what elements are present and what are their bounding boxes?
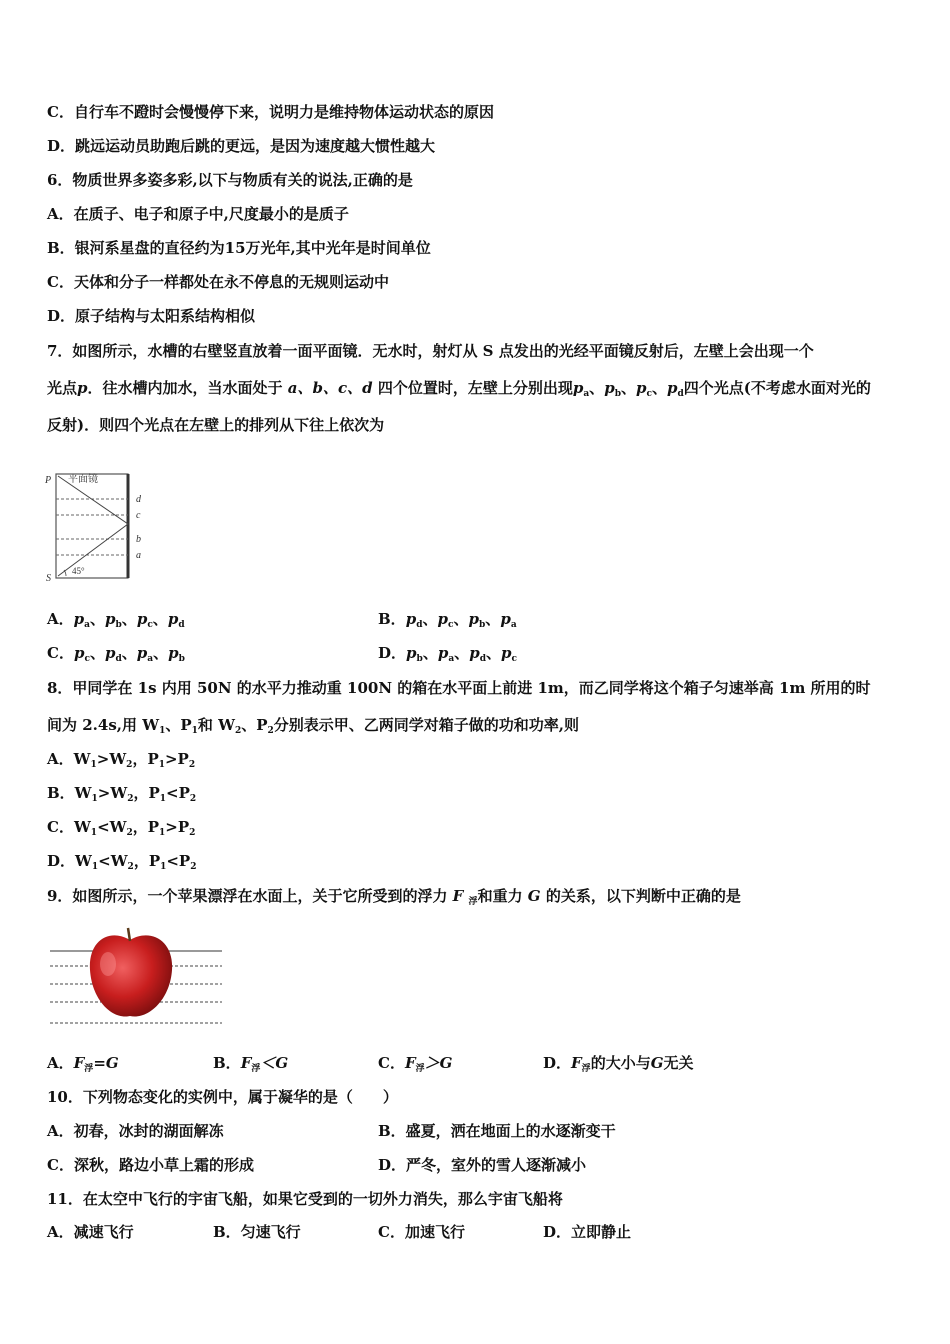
question-11: 11．在太空中飞行的宇宙飞船，如果它受到的一切外力消失，那么宇宙飞船将 [47, 1190, 563, 1208]
option-7d[interactable]: D．$p_b$、$p_a$、$p_d$、$p_c$ [378, 644, 517, 664]
option-5c: C．自行车不蹬时会慢慢停下来，说明力是维持物体运动状态的原因 [47, 103, 494, 121]
option-10a[interactable]: A．初春，冰封的湖面解冻 [47, 1122, 224, 1140]
option-9d[interactable]: D．$F_浮$的大小与G无关 [543, 1054, 694, 1074]
label-a: a [136, 550, 141, 561]
option-6d: D．原子结构与太阳系结构相似 [47, 307, 256, 325]
question-10: 10．下列物态变化的实例中，属于凝华的是（ ） [47, 1088, 398, 1106]
option-10d[interactable]: D．严冬，室外的雪人逐渐减小 [378, 1156, 587, 1174]
question-9: 9．如图所示，一个苹果漂浮在水面上，关于它所受到的浮力 F $_浮$和重力 G 的关系，以下判断中正确的是 [47, 887, 741, 907]
tank-outline [56, 474, 128, 578]
option-6c: C．天体和分子一样都处在永不停息的无规则运动中 [47, 273, 389, 291]
option-8a[interactable]: A．$W_1>W_2$，$P_1>P_2$ [47, 750, 196, 770]
question-7-line3: 反射)．则四个光点在左壁上的排列从下往上依次为 [47, 416, 385, 434]
apple-floating-figure [50, 926, 226, 1032]
option-11c[interactable]: C．加速飞行 [378, 1223, 465, 1241]
option-7b[interactable]: B．$p_d$、$p_c$、$p_b$、$p_a$ [378, 610, 517, 630]
option-7a[interactable]: A．$p_a$、$p_b$、$p_c$、$p_d$ [47, 610, 185, 630]
option-6a: A．在质子、电子和原子中,尺度最小的是质子 [47, 205, 349, 223]
option-10c[interactable]: C．深秋，路边小草上霜的形成 [47, 1156, 254, 1174]
option-9c[interactable]: C．$F_浮>G$ [378, 1054, 453, 1074]
question-7-line1: 7．如图所示，水槽的右壁竖直放着一面平面镜．无水时，射灯从 S 点发出的光经平面镜反射后，左壁上会出现一个 [47, 342, 814, 360]
mirror-tank-figure [44, 466, 156, 584]
option-9b[interactable]: B．$F_浮<G$ [213, 1054, 289, 1074]
label-angle: 45° [72, 566, 85, 576]
option-8b[interactable]: B．$W_1>W_2$，$P_1<P_2$ [47, 784, 197, 804]
label-d: d [136, 494, 141, 505]
apple [90, 928, 172, 1017]
question-6: 6．物质世界多姿多彩,以下与物质有关的说法,正确的是 [47, 171, 413, 189]
label-s: S [46, 573, 51, 584]
option-11b[interactable]: B．匀速飞行 [213, 1223, 301, 1241]
question-8-line1: 8．甲同学在 1s 内用 50N 的水平力推动重 100N 的箱在水平面上前进 1m，而乙同学将这个箱子匀速举高 1m 所用的时 [47, 679, 871, 697]
option-8c[interactable]: C．$W_1<W_2$，$P_1>P_2$ [47, 818, 196, 838]
label-p: P [45, 475, 52, 486]
option-11d[interactable]: D．立即静止 [543, 1223, 632, 1241]
question-7-line2: 光点p．往水槽内加水，当水面处于 a、b、c、d 四个位置时，左壁上分别出现$p_a$、$p_b$、$p_c$、$p_d$四个光点(不考虑水面对光的 [47, 379, 871, 399]
option-11a[interactable]: A．减速飞行 [47, 1223, 134, 1241]
option-7c[interactable]: C．$p_c$、$p_d$、$p_a$、$p_b$ [47, 644, 185, 664]
label-c: c [136, 510, 141, 521]
option-10b[interactable]: B．盛夏，洒在地面上的水逐渐变干 [378, 1122, 616, 1140]
question-8-line2: 间为 2.4s,用 $W_1$、$P_1$和 $W_2$、$P_2$分别表示甲、乙两同学对箱子做的功和功率,则 [47, 716, 579, 736]
label-b: b [136, 534, 141, 545]
option-8d[interactable]: D．$W_1<W_2$，$P_1<P_2$ [47, 852, 197, 872]
option-9a[interactable]: A．$F_浮=G$ [47, 1054, 119, 1074]
option-5d: D．跳远运动员助跑后跳的更远，是因为速度越大惯性越大 [47, 137, 436, 155]
label-mirror: 平面镜 [68, 474, 98, 485]
light-ray [58, 476, 128, 576]
option-6b: B．银河系星盘的直径约为15万光年,其中光年是时间单位 [47, 239, 431, 257]
